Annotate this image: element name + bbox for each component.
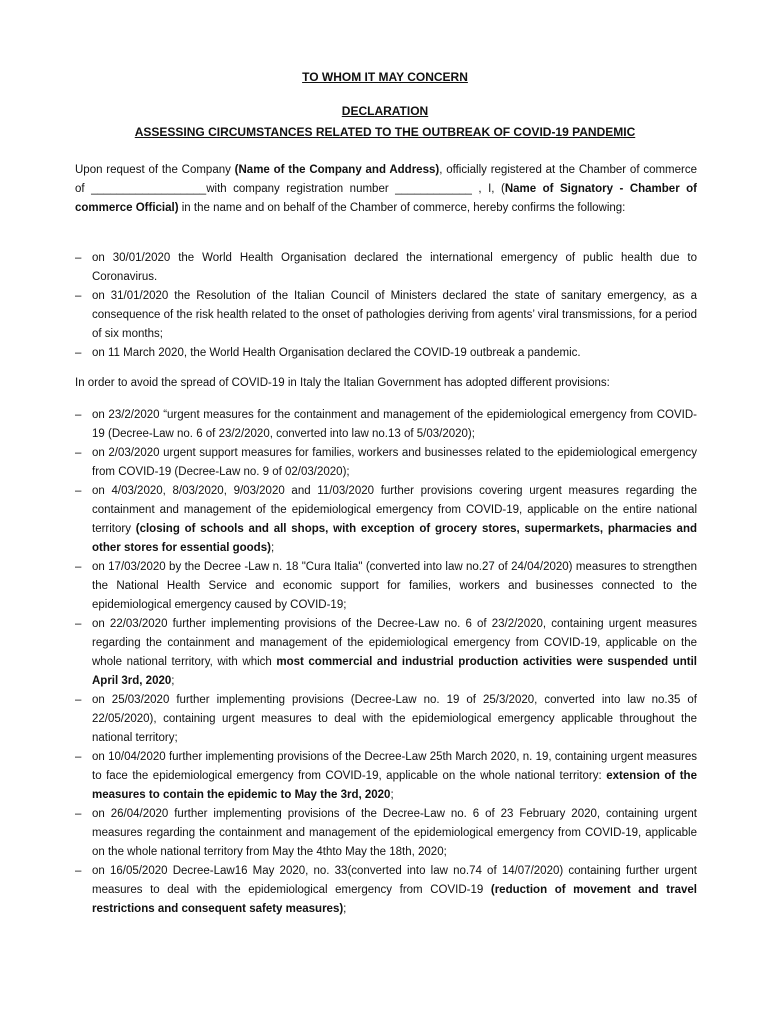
provision-text: on 17/03/2020 by the Decree -Law n. 18 "Cura Italia" (converted into law no.27 of 24/04/2020) measures to strengthen the National Health Service and economic support for families, workers and businesses connected to the epidemiological emergency caused by COVID-19;: [92, 561, 697, 611]
provision-emphasis: (closing of schools and all shops, with exception of grocery stores, supermarkets, pharmacies and other stores for essential goods): [92, 523, 697, 554]
list-item: [75, 444, 697, 482]
provision-text: on 4/03/2020, 8/03/2020, 9/03/2020 and 11/03/2020 further provisions covering urgent measures regarding the containment and management of the epidemiological emergency from COVID-19, applicable on the entire national territory: [92, 485, 697, 535]
list-item: – on 30/01/2020 the World Health Organisation declared the international emergency of public health due to Coronavirus.: [75, 249, 697, 287]
provisions-intro: In order to avoid the spread of COVID-19 in Italy the Italian Government has adopted different provisions:: [75, 377, 610, 389]
document-subtitle: ASSESSING CIRCUMSTANCES RELATED TO THE OUTBREAK OF COVID-19 PANDEMIC: [134, 125, 636, 139]
provision-text: on 2/03/2020 urgent support measures for families, workers and businesses related to the epidemiological emergency from COVID-19 (Decree-Law no. 9 of 02/03/2020);: [92, 447, 697, 478]
provision-emphasis: extension of the measures to contain the epidemic to May the 3rd, 2020: [92, 770, 697, 801]
provision-tail: ;: [270, 542, 275, 554]
signatory-placeholder: Name of Signatory - Chamber of commerce Official): [75, 183, 698, 214]
provision-tail: ;: [343, 903, 347, 915]
provision-text: on 10/04/2020 further implementing provisions of the Decree-Law 25th March 2020, n. 19, containing urgent measures to face the epidemiological emergency from COVID-19, applicable on the whole national territory:: [92, 751, 697, 782]
facts-list: [75, 249, 697, 363]
list-item: [75, 406, 697, 444]
provision-text: on 16/05/2020 Decree-Law16 May 2020, no. 33(converted into law no.74 of 14/07/2020) containing further urgent measures to deal with the epidemiological emergency from COVID-19: [92, 865, 697, 896]
intro-text-2: , officially registered at the Chamber of commerce of __________________with company registration number ____________ , I, (: [75, 164, 697, 195]
list-item: – on 31/01/2020 the Resolution of the Italian Council of Ministers declared the state of sanitary emergency, as a consequence of the risk health related to the onset of pathologies deriving from agents’ viral transmissions, for a period of six months;: [75, 287, 697, 344]
intro-text-3: in the name and on behalf of the Chamber of commerce, hereby confirms the following:: [178, 202, 626, 214]
intro-text-1: Upon request of the Company: [75, 164, 235, 176]
list-item: [75, 482, 697, 558]
document-title: DECLARATION: [341, 104, 429, 118]
intro-paragraph: [75, 161, 697, 218]
provision-tail: ;: [390, 789, 394, 801]
provision-tail: ;: [171, 675, 175, 687]
provision-text: on 25/03/2020 further implementing provisions (Decree-Law no. 19 of 25/3/2020, converted into law no.35 of 22/05/2020), containing urgent measures to deal with the epidemiological emergency applicable throughout the national territory;: [92, 694, 697, 744]
provisions-list: [75, 406, 697, 919]
list-item: [75, 805, 697, 862]
addressee-heading: TO WHOM IT MAY CONCERN: [302, 70, 468, 84]
provision-text: on 23/2/2020 “urgent measures for the containment and management of the epidemiological emergency from COVID-19 (Decree-Law no. 6 of 23/2/2020, converted into law no.13 of 5/03/2020);: [92, 409, 697, 440]
list-item: – on 11 March 2020, the World Health Organisation declared the COVID-19 outbreak a pandemic.: [75, 344, 697, 363]
list-item: [75, 862, 697, 919]
provision-text: on 22/03/2020 further implementing provisions of the Decree-Law no. 6 of 23/2/2020, containing urgent measures regarding the containment and management of the epidemiological emergency from COVID-19, applicable on the whole national territory, with which: [92, 618, 697, 668]
company-placeholder: (Name of the Company and Address): [234, 164, 440, 176]
list-item: [75, 748, 697, 805]
provision-text: on 26/04/2020 further implementing provisions of the Decree-Law no. 6 of 23 February 2020, containing urgent measures regarding the containment and management of the epidemiological emergency from COVID-19, applicable on the whole national territory from May the 4thto May the 18th, 2020;: [92, 808, 697, 858]
list-item: [75, 615, 697, 691]
list-item: [75, 691, 697, 748]
provision-emphasis: most commercial and industrial production activities were suspended until April 3rd, 2020: [92, 656, 697, 687]
provision-emphasis: (reduction of movement and travel restrictions and consequent safety measures): [92, 884, 697, 915]
list-item: [75, 558, 697, 615]
